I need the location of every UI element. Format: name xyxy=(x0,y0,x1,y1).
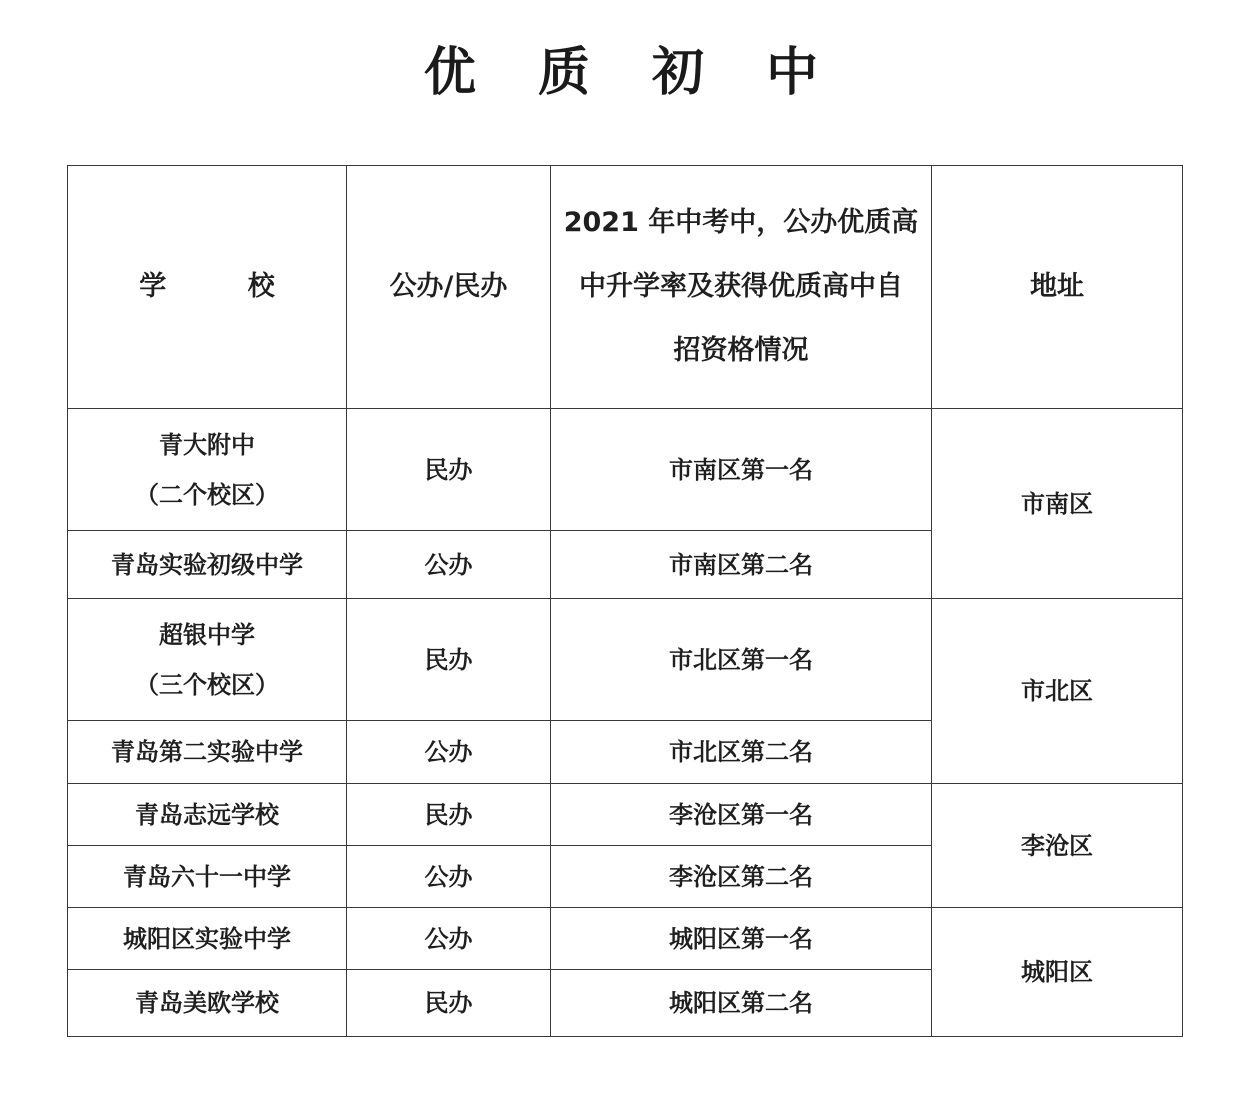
address-cell: 市南区 xyxy=(932,409,1183,599)
type-cell: 民办 xyxy=(347,409,551,531)
table-row xyxy=(68,784,1183,846)
school-cell xyxy=(68,409,347,531)
address-cell: 市北区 xyxy=(932,599,1183,784)
rank-cell: 市南区第二名 xyxy=(551,531,932,599)
school-cell: 青岛实验初级中学 xyxy=(68,531,347,599)
table-row xyxy=(68,908,1183,970)
header-rate-line: 2021 年中考中，公办优质高 xyxy=(563,207,919,238)
page-title: 优 质 初 中 xyxy=(423,43,841,103)
table-row xyxy=(68,409,1183,531)
type-cell: 公办 xyxy=(347,531,551,599)
header-rate-line: 招资格情况 xyxy=(673,335,809,366)
header-type: 公办/民办 xyxy=(347,166,551,409)
type-cell: 民办 xyxy=(347,599,551,721)
type-cell: 公办 xyxy=(347,846,551,908)
rank-cell: 市北区第一名 xyxy=(551,599,932,721)
rank-cell: 李沧区第二名 xyxy=(551,846,932,908)
address-cell: 李沧区 xyxy=(932,784,1183,908)
school-campus-note: （二个校区） xyxy=(135,480,279,509)
school-cell: 青岛第二实验中学 xyxy=(68,721,347,784)
type-cell: 民办 xyxy=(347,784,551,846)
address-cell: 城阳区 xyxy=(932,908,1183,1037)
header-address: 地址 xyxy=(932,166,1183,409)
school-cell: 青岛美欧学校 xyxy=(68,970,347,1037)
header-rate-line: 中升学率及获得优质高中自 xyxy=(579,271,903,302)
school-cell xyxy=(68,599,347,721)
table-row xyxy=(68,599,1183,721)
header-school: 学 校 xyxy=(68,166,347,409)
school-cell: 城阳区实验中学 xyxy=(68,908,347,970)
rank-cell: 市南区第一名 xyxy=(551,409,932,531)
school-cell: 青岛志远学校 xyxy=(68,784,347,846)
rank-cell: 城阳区第一名 xyxy=(551,908,932,970)
header-rate xyxy=(551,166,932,409)
school-name: 青大附中 xyxy=(159,430,255,459)
type-cell: 民办 xyxy=(347,970,551,1037)
school-campus-note: （三个校区） xyxy=(135,670,279,699)
type-cell: 公办 xyxy=(347,721,551,784)
rank-cell: 市北区第二名 xyxy=(551,721,932,784)
rank-cell: 李沧区第一名 xyxy=(551,784,932,846)
schools-table xyxy=(67,165,1183,1037)
rank-cell: 城阳区第二名 xyxy=(551,970,932,1037)
school-name: 超银中学 xyxy=(159,620,255,649)
type-cell: 公办 xyxy=(347,908,551,970)
table-header-row xyxy=(68,166,1183,409)
school-cell: 青岛六十一中学 xyxy=(68,846,347,908)
